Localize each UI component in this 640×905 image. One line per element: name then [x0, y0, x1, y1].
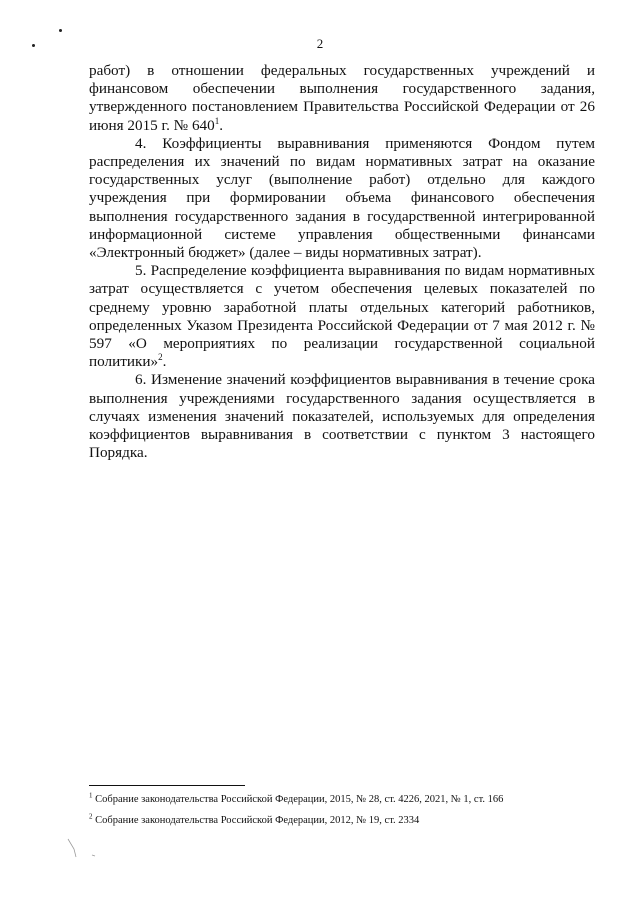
scan-speck	[59, 29, 62, 32]
paragraph-text: 6. Изменение значений коэффициентов выравнивания в течение срока выполнения учреждениями государственного задания осуществляется в случаях изменения значений показателей, используемых для определения коэффициентов выравнивания в соответствии с пунктом 3 настоящего Порядка.	[89, 371, 595, 462]
footnote-ref-2: 2	[158, 352, 163, 363]
paragraph-continuation	[89, 62, 595, 135]
document-body	[89, 62, 595, 462]
footnote-mark: 1	[89, 791, 93, 800]
page-number: 2	[316, 36, 324, 51]
footnote-ref-1: 1	[214, 115, 220, 126]
footnote-text: Собрание законодательства Российской Федерации, 2015, № 28, ст. 4226, 2021, № 1, ст. 166	[92, 794, 504, 805]
footnote-mark: 2	[89, 812, 93, 821]
paragraph-tail: .	[219, 116, 224, 134]
footnote-separator	[89, 785, 245, 786]
paragraph-text: работ) в отношении федеральных государственных учреждений и финансовом обеспечении выполнения государственного задания, утвержденного постановлением Правительства Российской Федерации от 26 июня 2015 г. № 640	[89, 62, 595, 134]
paragraph-tail: .	[162, 353, 167, 371]
scan-smudge	[66, 835, 96, 865]
paragraph-6	[89, 371, 595, 462]
footnote-text: Собрание законодательства Российской Федерации, 2012, № 19, ст. 2334	[92, 815, 420, 826]
paragraph-4	[89, 135, 595, 262]
footnote-1	[89, 793, 609, 806]
paragraph-text: 4. Коэффициенты выравнивания применяются Фондом путем распределения их значений по видам нормативных затрат на оказание государственных услуг (выполнение работ) отдельно для каждого учреждения при формировании объема финансового обеспечения выполнения государственного задания в государственной интегрированной информационной системе управления общественными финансами «Электронный бюджет» (далее – виды нормативных затрат).	[89, 134, 595, 262]
paragraph-5	[89, 262, 595, 371]
footnote-2	[89, 814, 609, 827]
paragraph-text: 5. Распределение коэффициента выравнивания по видам нормативных затрат осуществляется с учетом обеспечения целевых показателей по среднему уровню заработной платы отдельных категорий работников, определенных Указом Президента Российской Федерации от 7 мая 2012 г. № 597 «О мероприятиях по реализации государственной социальной политики»	[89, 262, 595, 371]
